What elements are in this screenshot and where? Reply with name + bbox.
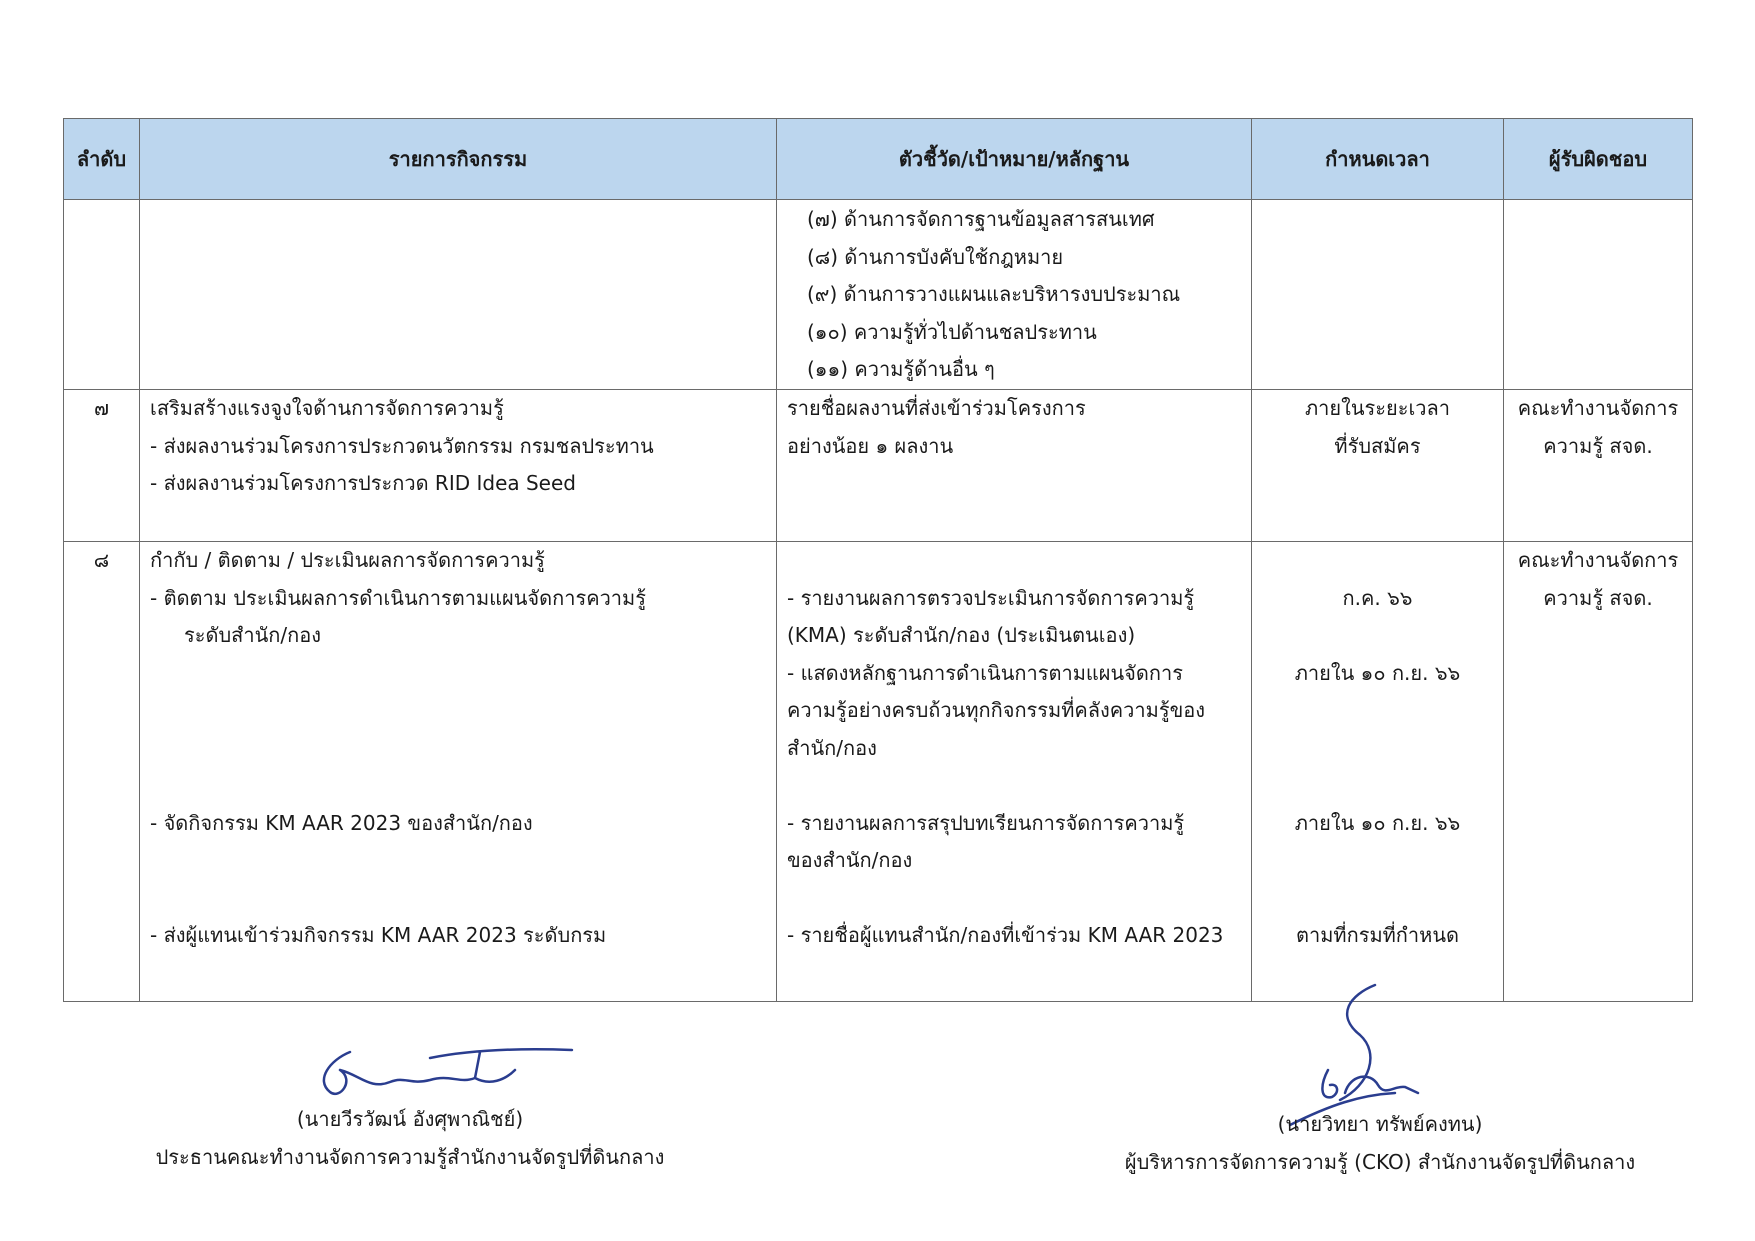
- km-plan-table: [63, 118, 1693, 1002]
- indicator-line: ความรู้อย่างครบถ้วนทุกกิจกรรมที่คลังความรู้ของ: [787, 698, 1206, 722]
- activity-item: - จัดกิจกรรม KM AAR 2023 ของสำนัก/กอง: [150, 810, 533, 835]
- signer-position-left: ประธานคณะทำงานจัดการความรู้สำนักงานจัดรูปที่ดินกลาง: [155, 1145, 665, 1169]
- cell-activity: [140, 542, 777, 1002]
- row-number: ๗: [93, 396, 110, 420]
- signature-block-left: [130, 1100, 690, 1176]
- cell-no: [64, 542, 140, 1002]
- signer-position-right: ผู้บริหารการจัดการความรู้ (CKO) สำนักงานจัดรูปที่ดินกลาง: [1124, 1150, 1636, 1174]
- indicator-line: - รายชื่อผู้แทนสำนัก/กองที่เข้าร่วม KM AAR 2023: [787, 923, 1224, 947]
- activity-item: - ส่งผู้แทนเข้าร่วมกิจกรรม KM AAR 2023 ระดับกรม: [150, 923, 607, 947]
- table-row: [64, 542, 1693, 1002]
- schedule-line: ภายใน ๑๐ ก.ย. ๖๖: [1294, 810, 1461, 835]
- cell-owner: [1504, 390, 1693, 542]
- indicator-line: (๑๑) ความรู้ด้านอื่น ๆ: [807, 357, 995, 381]
- activity-item: ระดับสำนัก/กอง: [184, 623, 322, 647]
- activity-item: - ส่งผลงานร่วมโครงการประกวด RID Idea Seed: [150, 471, 576, 495]
- signer-name-left: (นายวีรวัฒน์ อังศุพาณิชย์): [296, 1107, 524, 1131]
- indicator-line: - แสดงหลักฐานการดำเนินการตามแผนจัดการ: [787, 660, 1183, 685]
- table-row: [64, 200, 1693, 390]
- cell-no: [64, 200, 140, 390]
- activity-item: - ติดตาม ประเมินผลการดำเนินการตามแผนจัดการความรู้: [150, 585, 646, 610]
- indicator-line: (๑๐) ความรู้ทั่วไปด้านชลประทาน: [807, 319, 1097, 344]
- indicator-line: (๙) ด้านการวางแผนและบริหารงบประมาณ: [807, 282, 1181, 306]
- cell-activity: [140, 200, 777, 390]
- cell-schedule: [1252, 200, 1504, 390]
- header-no: ลำดับ: [64, 119, 140, 200]
- indicator-line: ของสำนัก/กอง: [787, 848, 913, 872]
- schedule-line: ก.ค. ๖๖: [1342, 585, 1413, 610]
- activity-title: เสริมสร้างแรงจูงใจด้านการจัดการความรู้: [150, 396, 504, 420]
- cell-owner: [1504, 542, 1693, 1002]
- cell-indicator: [777, 200, 1252, 390]
- schedule-line: ภายในระยะเวลา: [1304, 396, 1451, 420]
- indicator-line: อย่างน้อย ๑ ผลงาน: [787, 433, 954, 458]
- owner-line: คณะทำงานจัดการ: [1517, 396, 1679, 420]
- owner-line: คณะทำงานจัดการ: [1517, 548, 1679, 572]
- cell-schedule: [1252, 390, 1504, 542]
- cell-indicator: [777, 390, 1252, 542]
- indicator-line: - รายงานผลการสรุปบทเรียนการจัดการความรู้: [787, 810, 1185, 835]
- schedule-line: ที่รับสมัคร: [1334, 433, 1421, 458]
- header-indicator: ตัวชี้วัด/เป้าหมาย/หลักฐาน: [777, 119, 1252, 200]
- cell-owner: [1504, 200, 1693, 390]
- cell-activity: [140, 390, 777, 542]
- activity-item: - ส่งผลงานร่วมโครงการประกวดนวัตกรรม กรมชลประทาน: [150, 433, 654, 458]
- signature-block-right: [1060, 1105, 1700, 1181]
- indicator-line: (๗) ด้านการจัดการฐานข้อมูลสารสนเทศ: [807, 207, 1155, 231]
- indicator-line: - รายงานผลการตรวจประเมินการจัดการความรู้: [787, 585, 1195, 610]
- header-activity: รายการกิจกรรม: [140, 119, 777, 200]
- header-owner: ผู้รับผิดชอบ: [1504, 119, 1693, 200]
- activity-title: กำกับ / ติดตาม / ประเมินผลการจัดการความรู้: [150, 548, 545, 572]
- owner-line: ความรู้ สจด.: [1543, 585, 1653, 610]
- table-row: [64, 390, 1693, 542]
- cell-schedule: [1252, 542, 1504, 1002]
- header-schedule: กำหนดเวลา: [1252, 119, 1504, 200]
- cell-no: [64, 390, 140, 542]
- schedule-line: ตามที่กรมที่กำหนด: [1296, 923, 1459, 947]
- indicator-line: รายชื่อผลงานที่ส่งเข้าร่วมโครงการ: [787, 396, 1086, 420]
- table-header-row: [64, 119, 1693, 200]
- cell-indicator: [777, 542, 1252, 1002]
- row-number: ๘: [93, 548, 110, 572]
- schedule-line: ภายใน ๑๐ ก.ย. ๖๖: [1294, 660, 1461, 685]
- indicator-line: (KMA) ระดับสำนัก/กอง (ประเมินตนเอง): [787, 623, 1136, 647]
- indicator-line: สำนัก/กอง: [787, 735, 877, 760]
- indicator-line: (๘) ด้านการบังคับใช้กฎหมาย: [807, 244, 1064, 269]
- owner-line: ความรู้ สจด.: [1543, 433, 1653, 458]
- signer-name-right: (นายวิทยา ทรัพย์คงทน): [1277, 1112, 1483, 1136]
